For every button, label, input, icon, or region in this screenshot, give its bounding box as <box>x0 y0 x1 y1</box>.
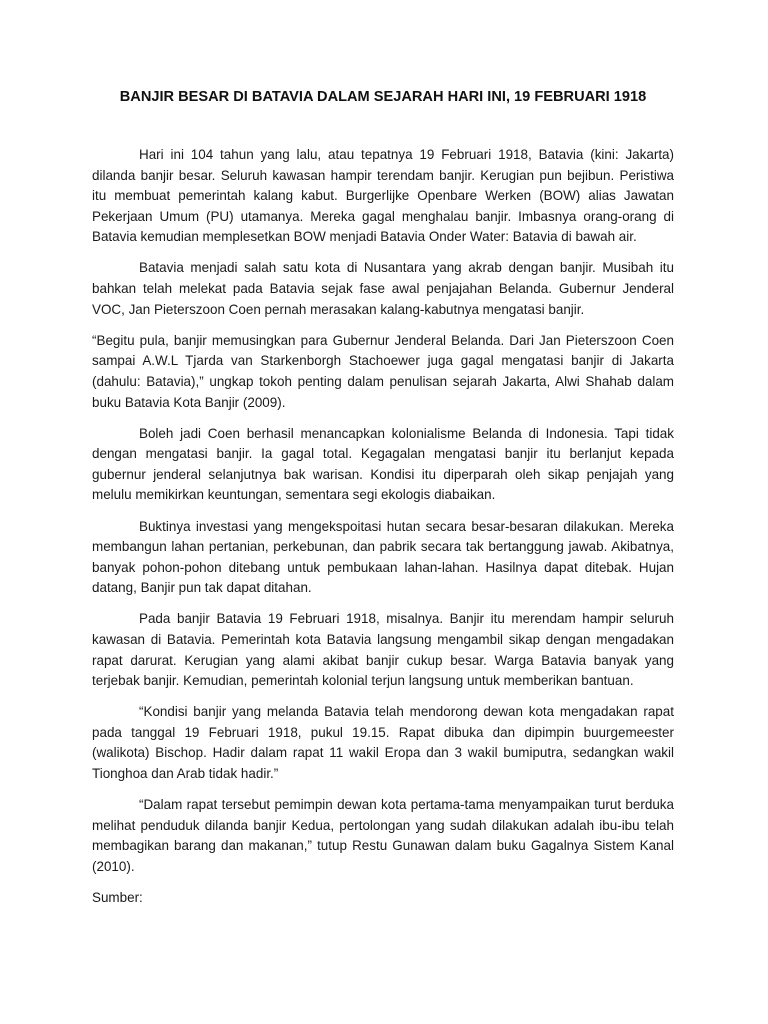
paragraph-1: Hari ini 104 tahun yang lalu, atau tepatnya 19 Februari 1918, Batavia (kini: Jakarta) dilanda banjir besar. Seluruh kawasan hampir terendam banjir. Kerugian pun bejibun. Peristiwa itu membuat pemerintah kalang kabut. Burgerlijke Openbare Werken (BOW) alias Jawatan Pekerjaan Umum (PU) utamanya. Mereka gagal menghalau banjir. Imbasnya orang-orang di Batavia kemudian memplesetkan BOW menjadi Batavia Onder Water: Batavia di bawah air. <box>92 147 674 245</box>
paragraph-5: Buktinya investasi yang mengekspoitasi hutan secara besar-besaran dilakukan. Mereka membangun lahan pertanian, perkebunan, dan pabrik secara tak bertanggung jawab. Akibatnya, banyak pohon-pohon ditebang untuk pembukaan lahan-lahan. Hasilnya dapat ditebak. Hujan datang, Banjir pun tak dapat ditahan. <box>92 518 674 596</box>
paragraph-2: Batavia menjadi salah satu kota di Nusantara yang akrab dengan banjir. Musibah itu bahkan telah melekat pada Batavia sejak fase awal penjajahan Belanda. Gubernur Jenderal VOC, Jan Pieterszoon Coen pernah merasakan kalang-kabutnya mengatasi banjir. <box>92 260 674 317</box>
paragraph-4: Boleh jadi Coen berhasil menancapkan kolonialisme Belanda di Indonesia. Tapi tidak dengan mengatasi banjir. Ia gagal total. Kegagalan mengatasi banjir itu berlanjut kepada gubernur jenderal selanjutnya bak warisan. Kondisi itu diperparah oleh sikap penjajah yang melulu memikirkan keuntungan, sementara segi ekologis diabaikan. <box>92 425 674 503</box>
paragraph-8-quote: “Dalam rapat tersebut pemimpin dewan kota pertama-tama menyampaikan turut berduka melihat penduduk dilanda banjir Kedua, pertolongan yang sudah dilakukan adalah ibu-ibu telah membagikan barang dan makanan,” tutup Restu Gunawan dalam buku Gagalnya Sistem Kanal (2010). <box>92 797 674 874</box>
source-label: Sumber: <box>92 890 143 905</box>
paragraph-3-quote: “Begitu pula, banjir memusingkan para Gubernur Jenderal Belanda. Dari Jan Pieterszoon Coen sampai A.W.L Tjarda van Starkenborgh Stachoewer juga gagal mengatasi banjir di Jakarta (dahulu: Batavia),” ungkap tokoh penting dalam penulisan sejarah Jakarta, Alwi Shahab dalam buku Batavia Kota Banjir (2009). <box>92 332 674 410</box>
document-title: BANJIR BESAR DI BATAVIA DALAM SEJARAH HARI INI, 19 FEBRUARI 1918 <box>119 89 647 105</box>
document-page <box>92 0 674 909</box>
document-body <box>92 145 674 909</box>
paragraph-7-quote: “Kondisi banjir yang melanda Batavia telah mendorong dewan kota mengadakan rapat pada tanggal 19 Februari 1918, pukul 19.15. Rapat dibuka dan dipimpin buurgemeester (walikota) Bischop. Hadir dalam rapat 11 wakil Eropa dan 3 wakil bumiputra, sedangkan wakil Tionghoa dan Arab tidak hadir.” <box>92 704 674 782</box>
paragraph-6: Pada banjir Batavia 19 Februari 1918, misalnya. Banjir itu merendam hampir seluruh kawasan di Batavia. Pemerintah kota Batavia langsung mengambil sikap dengan mengadakan rapat darurat. Kerugian yang alami akibat banjir cukup besar. Warga Batavia banyak yang terjebak banjir. Kemudian, pemerintah kolonial terjun langsung untuk memberikan bantuan. <box>92 611 674 689</box>
